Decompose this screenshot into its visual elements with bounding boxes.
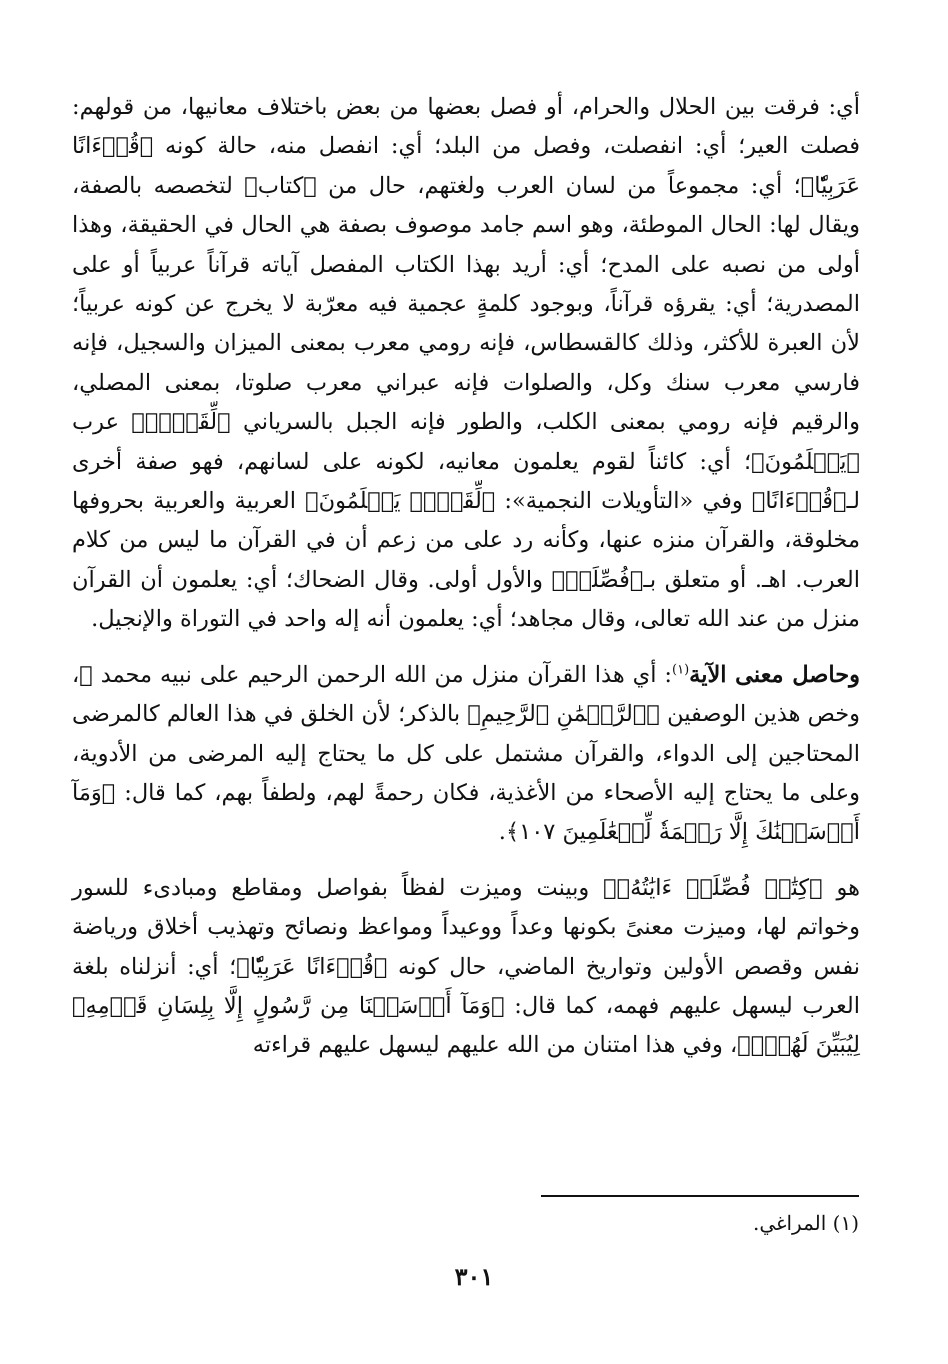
page-number: ٣٠١ [454, 1262, 494, 1291]
footnote-divider [541, 1195, 859, 1197]
footnote: (١) المراغي. [752, 1211, 859, 1235]
paragraph-2 [72, 656, 860, 853]
paragraph-3: هو ﴿كِتَٰبٞ فُصِّلَتۡ ءَايَٰتُهُۥ﴾ وبينت وميزت لفظاً بفواصل ومقاطع ومبادىء للسور وخواتم لها، وميزت معنىً بكونها وعداً ووعيداً ومواعظ ونصائح وتهذيب أخلاق ورياضة نفس وقصص الأولين وتواريخ الماضي، حال كونه ﴿قُرۡءَانًا عَرَبِيّٗا﴾؛ أي: أنزلناه بلغة العرب ليسهل عليهم فهمه، كما قال: ﴿وَمَآ أَرۡسَلۡنَا مِن رَّسُولٍ إِلَّا بِلِسَانِ قَوۡمِهِۦ لِيُبَيِّنَ لَهُمۡۖ﴾، وفي هذا امتنان من الله عليهم ليسهل عليهم قراءته [72, 874, 860, 1059]
paragraph-1: أي: فرقت بين الحلال والحرام، أو فصل بعضها من بعض باختلاف معانيها، من قولهم: فصلت العير؛ أي: انفصلت، وفصل من البلد؛ أي: انفصل منه، حالة كونه ﴿قُرۡءَانًا عَرَبِيّٗا﴾؛ أي: مجموعاً من لسان العرب ولغتهم، حال من ﴿كتاب﴾ لتخصصه بالصفة، ويقال لها: الحال الموطئة، وهو اسم جامد موصوف بصفة هي الحال في الحقيقة، وهذا أولى من نصبه على المدح؛ أي: أريد بهذا الكتاب المفصل آياته قرآناً عربياً أو على المصدرية؛ أي: يقرؤه قرآناً، وبوجود كلمةٍ عجمية فيه معرّبة لا يخرج عن كونه عربياً؛ لأن العبرة للأكثر، وذلك كالقسطاس، فإنه رومي معرب بمعنى الميزان والسجيل، فإنه فارسي معرب سنك وكل، والصلوات فإنه عبراني معرب صلوتا، بمعنى المصلي، والرقيم فإنه رومي بمعنى الكلب، والطور فإنه الجبل بالسرياني ﴿لِّقَوۡمٖ﴾ عرب ﴿يَعۡلَمُونَ﴾؛ أي: كائناً لقوم يعلمون معانيه، لكونه على لسانهم، فهو صفة أخرى لـ﴿قُرۡءَانًا﴾ وفي «التأويلات النجمية»: ﴿لِّقَوۡمٖ يَعۡلَمُونَ﴾ العربية والعربية بحروفها مخلوقة، والقرآن منزه عنها، وكأنه رد على من زعم أن في القرآن ما ليس من كلام العرب. اهـ. أو متعلق بـ﴿فُصِّلَتۡ﴾ والأول أولى. وقال الضحاك؛ أي: يعلمون أن القرآن منزل من عند الله تعالى، وقال مجاهد؛ أي: يعلمون أنه إله واحد في التوراة والإنجيل. [72, 94, 860, 633]
paragraph-2-lead: وحاصل معنى الآية [689, 661, 860, 688]
main-text [72, 88, 860, 1066]
footnote-reference: (١) [672, 662, 690, 678]
paragraph-2-text: : أي هذا القرآن منزل من الله الرحمن الرحيم على نبيه محمد ﷺ، وخص هذين الوصفين ﴿ٱلرَّحۡمَٰنِ ٱلرَّحِيمِ﴾ بالذكر؛ لأن الخلق في هذا العالم كالمرضى المحتاجين إلى الدواء، والقرآن مشتمل على كل ما يحتاج إليه المرضى من الأدوية، وعلى ما يحتاج إليه الأصحاء من الأغذية، فكان رحمةً لهم، ولطفاً بهم، كما قال: ﴿وَمَآ أَرۡسَلۡنَٰكَ إِلَّا رَحۡمَةٗ لِّلۡعَٰلَمِينَ ١٠٧﴾. [72, 661, 860, 846]
